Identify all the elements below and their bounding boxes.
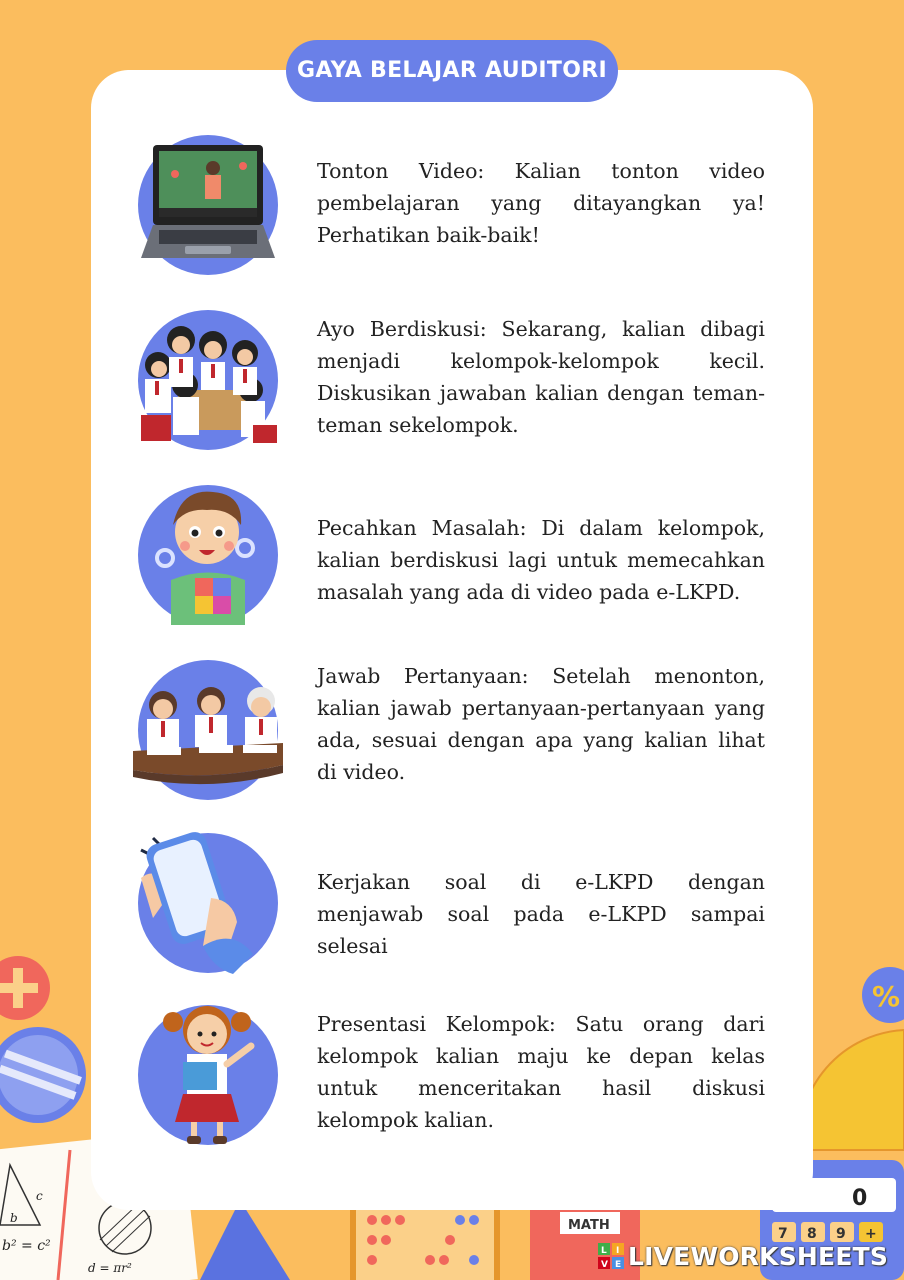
list-item (133, 655, 773, 805)
item-text: Pecahkan Masalah: Di dalam kelompok, kalian berdiskusi lagi untuk memecahkan masalah yang ada di video pada e-LKPD. (317, 516, 765, 604)
list-item (133, 828, 773, 978)
list-item (133, 130, 773, 280)
list-item (133, 305, 773, 455)
girl-presenting-icon (133, 1000, 283, 1150)
notebook-letter-b: b (10, 1211, 18, 1225)
calculator-key: + (865, 1226, 877, 1242)
item-text: Ayo Berdiskusi: Sekarang, kalian dibagi menjadi kelompok-kelompok kecil. Diskusikan jawaban kalian dengan teman-teman sekelompok. (317, 317, 765, 437)
svg-text:I: I (616, 1246, 620, 1256)
calculator-display: 0 (852, 1186, 868, 1211)
students-writing-icon (133, 655, 283, 805)
abacus-decoration (350, 1200, 500, 1280)
svg-text:V: V (601, 1260, 608, 1269)
item-text: Tonton Video: Kalian tonton video pembelajaran yang ditayangkan ya! Perhatikan baik-baik! (317, 159, 765, 247)
liveworksheets-watermark (598, 1240, 888, 1272)
item-text: Kerjakan soal di e-LKPD dengan menjawab soal pada e-LKPD sampai selesai (317, 870, 765, 958)
protractor-decoration (800, 1030, 904, 1150)
calculator-key: 7 (778, 1226, 788, 1242)
students-discussion-icon (133, 305, 283, 455)
laptop-teacher-video-icon (133, 130, 283, 280)
page-title: GAYA BELAJAR AUDITORI (286, 40, 618, 102)
list-item (133, 1000, 773, 1150)
blue-set-square-decoration (200, 1200, 290, 1280)
calculator-key: 8 (807, 1226, 817, 1242)
svg-text:%: % (872, 980, 901, 1013)
liveworksheets-logo-icon (598, 1243, 624, 1269)
hand-phone-icon (133, 828, 283, 978)
notebook-formula-1: b² = c² (2, 1238, 51, 1254)
notebook-formula-2: d = πr² (88, 1261, 132, 1275)
svg-text:E: E (615, 1260, 622, 1269)
boy-puzzle-icon (133, 480, 283, 630)
item-text: Presentasi Kelompok: Satu orang dari kelompok kalian maju ke depan kelas untuk menceritakan hasil diskusi kelompok kalian. (317, 1012, 765, 1132)
math-book-label: MATH (568, 1218, 610, 1233)
watermark-text: LIVEWORKSHEETS (628, 1241, 889, 1271)
calculator-key: 9 (836, 1226, 846, 1242)
notebook-letter-c: c (36, 1189, 43, 1203)
item-text: Jawab Pertanyaan: Setelah menonton, kalian jawab pertanyaan-pertanyaan yang ada, sesuai dengan apa yang kalian lihat di video. (317, 664, 765, 784)
list-item (133, 480, 773, 630)
svg-text:L: L (601, 1246, 607, 1256)
